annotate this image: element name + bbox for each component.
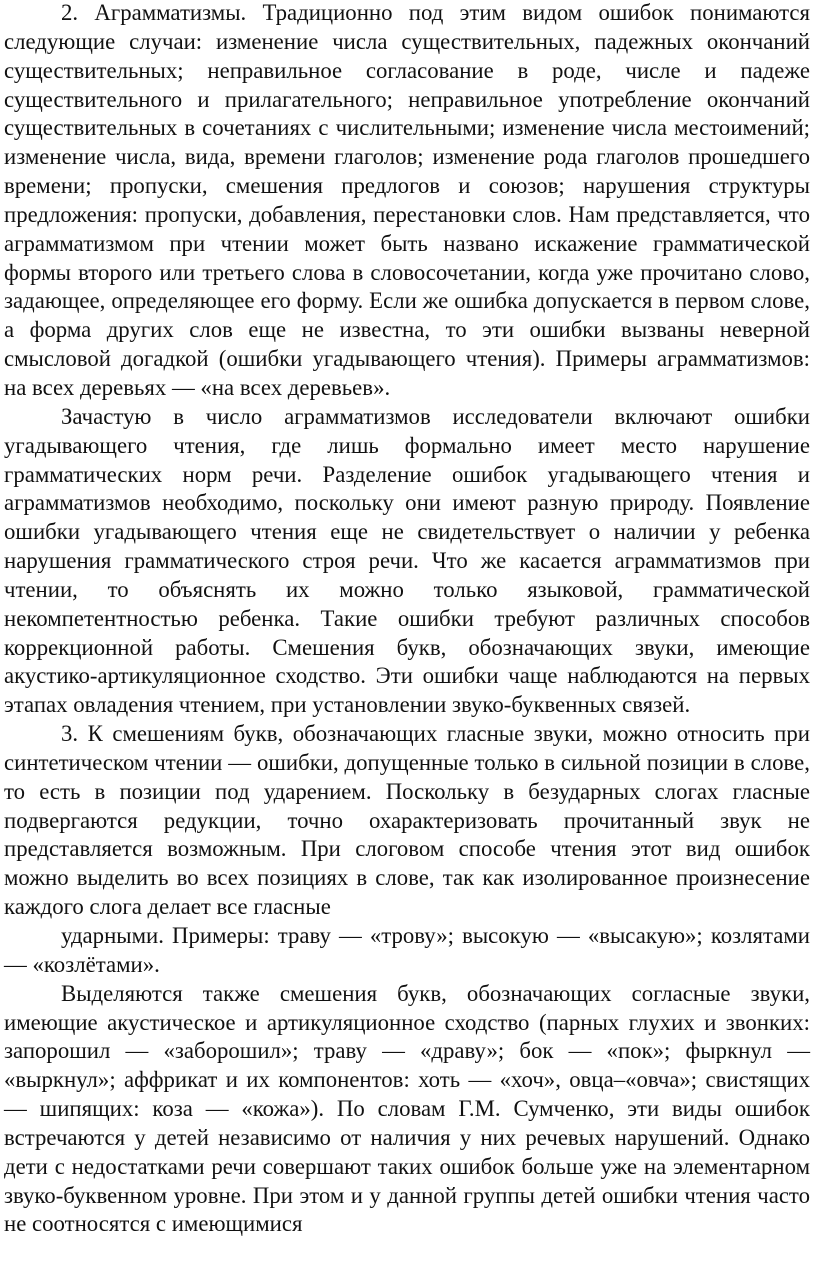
paragraph-guessing-reading: Зачастую в число аграмматизмов исследователи включают ошибки угадывающего чтения, где лишь формально имеет место нарушение грамматических норм речи. Разделение ошибок угадывающего чтения и аграмматизмов необходимо, поскольку они имеют разную природу. Появление ошибки угадывающего чтения еще не свидетельствует о наличии у ребенка нарушения грамматического строя речи. Что же касается аграмматизмов при чтении, то объяснять их можно только языковой, грамматической некомпетентностью ребенка. Такие ошибки требуют различных способов коррекционной работы. Смешения букв, обозначающих звуки, имеющие акустико-артикуляционное сходство. Эти ошибки чаще наблюдаются на первых этапах овладения чтением, при установлении звуко-буквенных связей. [4,403,810,718]
paragraph-agrammatisms: 2. Аграмматизмы. Традиционно под этим видом ошибок понимаются следующие случаи: изменение числа существительных, падежных окончаний существительных; неправильное согласование в роде, числе и падеже существительного и прилагательного; неправильное употребление окончаний существительных в сочетаниях с числительными; изменение числа местоимений; изменение числа, вида, времени глаголов; изменение рода глаголов прошедшего времени; пропуски, смешения предлогов и союзов; нарушения структуры предложения: пропуски, добавления, перестановки слов. Нам представляется, что аграмматизмом при чтении может быть названо искажение грамматической формы второго или третьего слова в словосочетании, когда уже прочитано слово, задающее, определяющее его форму. Если же ошибка допускается в первом слове, а форма других слов еще не известна, то эти ошибки вызваны неверной смысловой догадкой (ошибки угадывающего чтения). Примеры аграмматизмов: на всех деревьях — «на всех деревьев». [4,0,810,400]
paragraph-vowel-examples: ударными. Примеры: траву — «трову»; высокую — «высакую»; козлятами — «козлётами». [4,923,810,977]
paragraph-consonant-mixing: Выделяются также смешения букв, обозначающих согласные звуки, имеющие акустическое и артикуляционное сходство (парных глухих и звонких: запорошил — «заборошил»; траву — «драву»; бок — «пок»; фыркнул — «выркнул»; аффрикат и их компонентов: хоть — «хоч», овца–«овча»; свистящих — шипящих: коза — «кожа»). По словам Г.М. Сумченко, эти виды ошибок встречаются у детей независимо от наличия у них речевых нарушений. Однако дети с недостатками речи совершают таких ошибок больше уже на элементарном звуко-буквенном уровне. При этом и у данной группы детей ошибки чтения часто не соотносятся с имеющимися [4,980,810,1237]
paragraph-vowel-mixing: 3. К смешениям букв, обозначающих гласные звуки, можно относить при синтетическом чтении — ошибки, допущенные только в сильной позиции в слове, то есть в позиции под ударением. Поскольку в безударных слогах гласные подвергаются редукции, точно охарактеризовать прочитанный звук не представляется возможным. При слоговом способе чтения этот вид ошибок можно выделить во всех позициях в слове, так как изолированное произнесение каждого слога делает все гласные [4,721,810,920]
